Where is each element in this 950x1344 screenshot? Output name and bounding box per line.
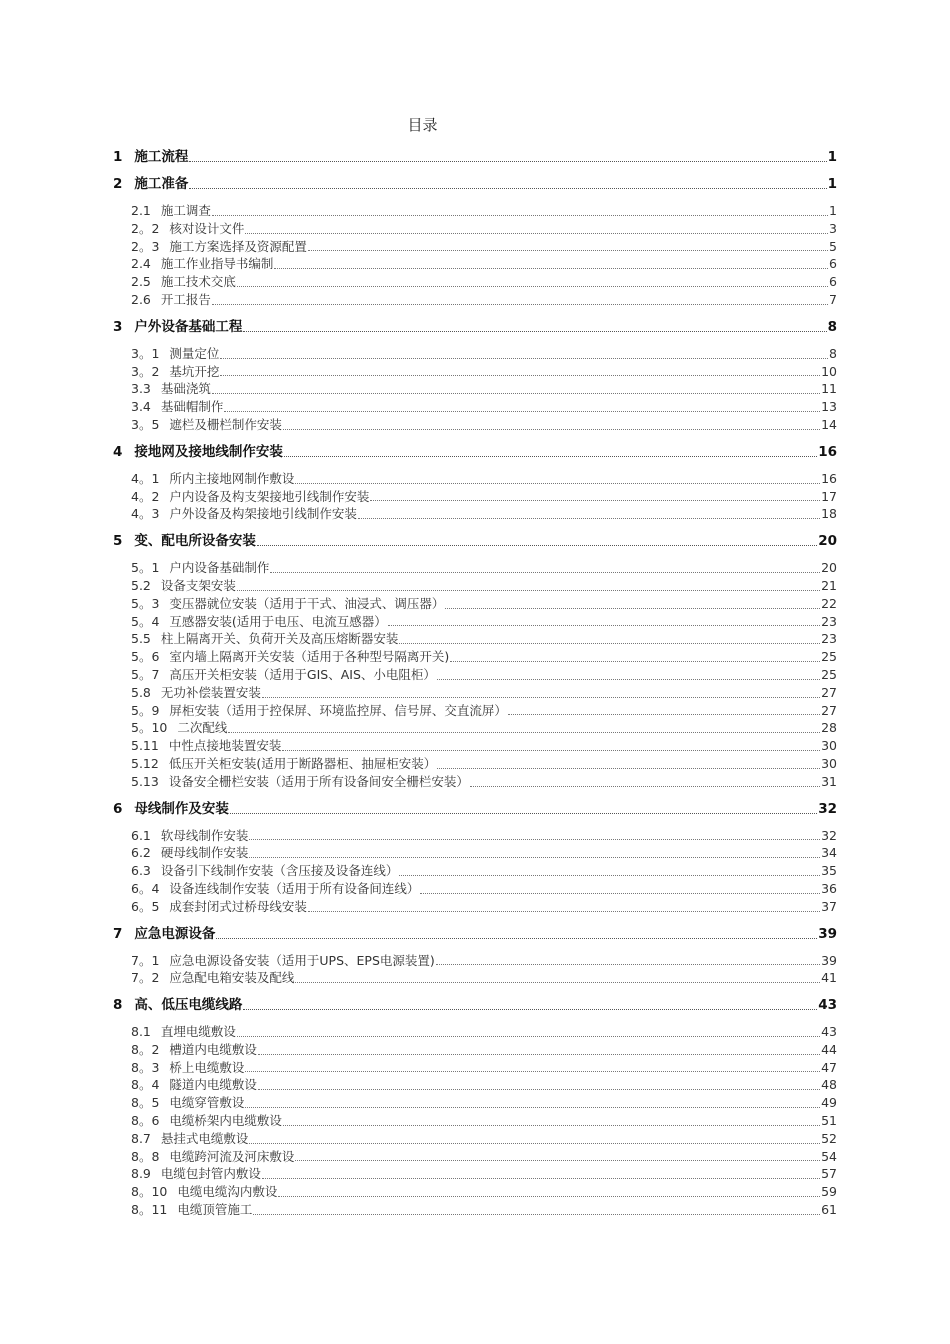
toc-entry-label: 槽道内电缆敷设 [169, 1041, 257, 1057]
toc-section-entry[interactable] [113, 1076, 837, 1094]
toc-entry-page: 36 [821, 880, 837, 896]
toc-leader-dots [220, 358, 828, 359]
toc-entry-page: 20 [818, 533, 837, 550]
toc-entry-label: 悬挂式电缆敷设 [160, 1130, 249, 1146]
toc-entry-number: 5。4 [131, 613, 160, 629]
toc-section-entry[interactable] [113, 559, 837, 577]
toc-entry-number: 8 [113, 997, 123, 1014]
toc-entry-label: 开工报告 [160, 291, 211, 307]
toc-section-entry[interactable] [113, 719, 837, 737]
toc-section-entry[interactable] [113, 220, 837, 238]
toc-chapter-entry[interactable] [113, 318, 837, 336]
toc-section-entry[interactable] [113, 755, 837, 773]
toc-entry-number: 5。9 [131, 702, 160, 718]
toc-entry-number: 2.4 [131, 256, 151, 272]
toc-chapter-entry[interactable] [113, 532, 837, 550]
toc-section-entry[interactable] [113, 577, 837, 595]
toc-entry-page: 30 [821, 755, 837, 771]
toc-section-entry[interactable] [113, 773, 837, 791]
toc-section-entry[interactable] [113, 1201, 837, 1219]
toc-entry-number: 8。2 [131, 1041, 160, 1057]
toc-entry-page: 6 [829, 256, 837, 272]
toc-leader-dots [358, 518, 820, 519]
toc-leader-dots [237, 590, 820, 591]
toc-entry-number: 5。6 [131, 649, 160, 665]
toc-entry-label: 设备支架安装 [160, 577, 236, 593]
toc-section-entry[interactable] [113, 1041, 837, 1059]
toc-entry-number: 8.9 [131, 1166, 151, 1182]
toc-leader-dots [220, 375, 820, 376]
toc-entry-page: 8 [829, 345, 837, 361]
toc-leader-dots [262, 697, 820, 698]
toc-section-entry[interactable] [113, 273, 837, 291]
toc-entry-label: 基坑开挖 [169, 363, 220, 379]
toc-entry-label: 设备引下线制作安装（含压接及设备连线） [160, 863, 399, 879]
toc-leader-dots [237, 286, 828, 287]
toc-entry-label: 所内主接地网制作敷设 [169, 470, 295, 486]
toc-entry-label: 桥上电缆敷设 [169, 1059, 245, 1075]
toc-entry-label: 基础帽制作 [160, 399, 224, 415]
toc-entry-label: 施工技术交底 [160, 274, 236, 290]
toc-entry-page: 32 [818, 800, 837, 817]
toc-entry-page: 43 [821, 1024, 837, 1040]
toc-leader-dots [212, 215, 828, 216]
toc-entry-page: 61 [821, 1202, 837, 1218]
toc-entry-number: 8。4 [131, 1077, 160, 1093]
toc-entry-label: 电缆电缆沟内敷设 [177, 1184, 278, 1200]
toc-section-entry[interactable] [113, 1023, 837, 1041]
toc-entry-number: 2.5 [131, 274, 151, 290]
toc-entry-label: 户内设备基础制作 [169, 560, 270, 576]
toc-entry-number: 5。3 [131, 595, 160, 611]
toc-section-entry[interactable] [113, 952, 837, 970]
toc-chapter-entry[interactable] [113, 996, 837, 1014]
toc-section-entry[interactable] [113, 844, 837, 862]
toc-entry-number: 8。10 [131, 1184, 168, 1200]
toc-entry-number: 5.2 [131, 577, 151, 593]
toc-entry-label: 应急电源设备 [134, 925, 216, 942]
toc-section-entry[interactable] [113, 702, 837, 720]
toc-entry-number: 3。5 [131, 416, 160, 432]
toc-entry-page: 43 [818, 997, 837, 1014]
table-of-contents [113, 139, 837, 1219]
toc-entry-page: 27 [821, 684, 837, 700]
toc-entry-number: 4。3 [131, 506, 160, 522]
toc-leader-dots [212, 304, 828, 305]
toc-leader-dots [249, 1143, 820, 1144]
toc-entry-page: 20 [821, 560, 837, 576]
toc-chapter-entry[interactable] [113, 175, 837, 193]
toc-chapter-entry[interactable] [113, 800, 837, 818]
toc-section-entry[interactable] [113, 827, 837, 845]
toc-entry-page: 37 [821, 898, 837, 914]
toc-leader-dots [295, 483, 820, 484]
toc-leader-dots [230, 813, 817, 814]
toc-leader-dots [437, 768, 820, 769]
toc-section-entry[interactable] [113, 684, 837, 702]
toc-entry-number: 6.1 [131, 827, 151, 843]
toc-entry-label: 变、配电所设备安装 [134, 533, 256, 550]
toc-entry-page: 25 [821, 649, 837, 665]
toc-section-entry[interactable] [113, 416, 837, 434]
toc-entry-number: 3.3 [131, 381, 151, 397]
toc-leader-dots [274, 268, 828, 269]
toc-entry-page: 13 [821, 399, 837, 415]
toc-section-entry[interactable] [113, 1183, 837, 1201]
toc-entry-label: 电缆跨河流及河床敷设 [169, 1148, 295, 1164]
toc-entry-page: 18 [821, 506, 837, 522]
toc-entry-label: 户外设备基础工程 [134, 318, 243, 335]
toc-entry-number: 4。2 [131, 488, 160, 504]
toc-entry-number: 3 [113, 318, 123, 335]
toc-entry-page: 51 [821, 1113, 837, 1129]
toc-leader-dots [245, 1071, 820, 1072]
toc-entry-page: 59 [821, 1184, 837, 1200]
toc-entry-label: 隧道内电缆敷设 [169, 1077, 257, 1093]
toc-entry-number: 2.6 [131, 291, 151, 307]
toc-section-entry[interactable] [113, 880, 837, 898]
toc-entry-label: 施工准备 [134, 176, 189, 192]
toc-leader-dots [189, 188, 826, 189]
toc-chapter-entry[interactable] [113, 443, 837, 461]
toc-entry-page: 14 [821, 416, 837, 432]
toc-leader-dots [295, 1160, 820, 1161]
toc-section-entry[interactable] [113, 505, 837, 523]
toc-leader-dots [243, 1009, 817, 1010]
toc-leader-dots [445, 608, 820, 609]
toc-entry-page: 10 [821, 363, 837, 379]
toc-entry-label: 基础浇筑 [160, 381, 211, 397]
toc-section-entry[interactable] [113, 470, 837, 488]
toc-entry-number: 5.5 [131, 631, 151, 647]
toc-entry-label: 直埋电缆敷设 [160, 1024, 236, 1040]
toc-entry-page: 25 [821, 666, 837, 682]
toc-section-entry[interactable] [113, 363, 837, 381]
toc-entry-number: 4 [113, 443, 123, 460]
toc-section-entry[interactable] [113, 862, 837, 880]
toc-entry-number: 6。5 [131, 898, 160, 914]
toc-entry-page: 34 [821, 845, 837, 861]
toc-leader-dots [224, 411, 820, 412]
toc-section-entry[interactable] [113, 255, 837, 273]
toc-entry-number: 2。2 [131, 220, 160, 236]
toc-entry-label: 电缆顶管施工 [177, 1202, 253, 1218]
toc-leader-dots [278, 1196, 820, 1197]
toc-entry-number: 5 [113, 533, 123, 550]
toc-entry-number: 2 [113, 176, 123, 192]
toc-leader-dots [370, 500, 820, 501]
toc-entry-label: 电缆桥架内电缆敷设 [169, 1113, 282, 1129]
toc-entry-number: 8.1 [131, 1024, 151, 1040]
toc-entry-number: 3。1 [131, 345, 160, 361]
toc-entry-page: 16 [821, 470, 837, 486]
toc-leader-dots [282, 750, 820, 751]
toc-entry-number: 7。2 [131, 970, 160, 986]
toc-leader-dots [249, 857, 820, 858]
toc-entry-page: 47 [821, 1059, 837, 1075]
toc-entry-number: 5。10 [131, 720, 168, 736]
toc-entry-label: 设备安全栅栏安装（适用于所有设备间安全栅栏安装） [168, 773, 469, 789]
toc-entry-number: 2。3 [131, 238, 160, 254]
toc-entry-label: 变压器就位安装（适用于干式、油浸式、调压器） [169, 595, 445, 611]
toc-entry-label: 软母线制作安装 [160, 827, 249, 843]
toc-entry-number: 8。3 [131, 1059, 160, 1075]
toc-entry-label: 施工方案选择及资源配置 [169, 238, 307, 254]
toc-section-entry[interactable] [113, 1130, 837, 1148]
toc-entry-number: 1 [113, 149, 123, 165]
toc-chapter-entry[interactable] [113, 925, 837, 943]
toc-leader-dots [262, 1178, 820, 1179]
toc-leader-dots [388, 625, 820, 626]
toc-entry-label: 电缆穿管敷设 [169, 1095, 245, 1111]
toc-entry-number: 7。1 [131, 952, 160, 968]
toc-entry-number: 5.11 [131, 738, 159, 754]
toc-leader-dots [437, 679, 820, 680]
toc-entry-page: 32 [821, 827, 837, 843]
toc-entry-number: 5.12 [131, 755, 159, 771]
toc-leader-dots [284, 456, 817, 457]
toc-leader-dots [245, 1107, 820, 1108]
toc-section-entry[interactable] [113, 238, 837, 256]
toc-leader-dots [508, 714, 820, 715]
toc-entry-label: 测量定位 [169, 345, 220, 361]
toc-section-entry[interactable] [113, 345, 837, 363]
toc-section-entry[interactable] [113, 648, 837, 666]
toc-section-entry[interactable] [113, 613, 837, 631]
toc-entry-number: 8。5 [131, 1095, 160, 1111]
toc-entry-label: 柱上隔离开关、负荷开关及高压熔断器安装 [160, 631, 399, 647]
toc-leader-dots [237, 1036, 820, 1037]
toc-entry-label: 低压开关柜安装(适用于断路器柜、抽屉柜安装） [168, 755, 437, 771]
toc-entry-label: 高、低压电缆线路 [134, 997, 243, 1014]
toc-entry-page: 17 [821, 488, 837, 504]
toc-entry-page: 3 [829, 220, 837, 236]
toc-leader-dots [270, 572, 820, 573]
toc-entry-label: 无功补偿装置安装 [160, 684, 261, 700]
toc-entry-page: 23 [821, 631, 837, 647]
toc-section-entry[interactable] [113, 380, 837, 398]
toc-leader-dots [399, 643, 820, 644]
toc-entry-number: 8。11 [131, 1202, 168, 1218]
toc-entry-page: 48 [821, 1077, 837, 1093]
toc-section-entry[interactable] [113, 1148, 837, 1166]
toc-title: 目录 [407, 116, 438, 134]
toc-entry-page: 1 [827, 149, 837, 165]
toc-leader-dots [189, 161, 826, 162]
toc-entry-number: 6.2 [131, 845, 151, 861]
toc-entry-label: 互感器安装(适用于电压、电流互感器） [169, 613, 387, 629]
toc-leader-dots [283, 1125, 820, 1126]
toc-leader-dots [216, 938, 817, 939]
toc-entry-label: 中性点接地装置安装 [168, 738, 282, 754]
toc-entry-number: 6.3 [131, 863, 151, 879]
toc-entry-label: 母线制作及安装 [134, 800, 229, 817]
toc-entry-page: 54 [821, 1148, 837, 1164]
toc-section-entry[interactable] [113, 1094, 837, 1112]
toc-leader-dots [212, 393, 820, 394]
toc-entry-label: 遮栏及栅栏制作安装 [169, 416, 282, 432]
toc-entry-number: 5。7 [131, 666, 160, 682]
toc-entry-label: 接地网及接地线制作安装 [134, 443, 283, 460]
toc-entry-page: 35 [821, 863, 837, 879]
toc-entry-number: 3。2 [131, 363, 160, 379]
toc-entry-number: 6。4 [131, 880, 160, 896]
toc-leader-dots [245, 233, 828, 234]
toc-leader-dots [295, 982, 820, 983]
toc-leader-dots [450, 661, 820, 662]
toc-entry-page: 7 [829, 291, 837, 307]
toc-entry-label: 户内设备及构支架接地引线制作安装 [169, 488, 370, 504]
toc-entry-page: 31 [821, 773, 837, 789]
toc-section-entry[interactable] [113, 595, 837, 613]
toc-leader-dots [399, 875, 820, 876]
toc-entry-label: 成套封闭式过桥母线安装 [169, 898, 307, 914]
toc-entry-page: 57 [821, 1166, 837, 1182]
toc-entry-label: 施工作业指导书编制 [160, 256, 274, 272]
toc-leader-dots [308, 911, 820, 912]
toc-entry-page: 23 [821, 613, 837, 629]
toc-leader-dots [249, 839, 820, 840]
toc-entry-number: 8。8 [131, 1148, 160, 1164]
toc-section-entry[interactable] [113, 737, 837, 755]
toc-entry-label: 施工调查 [160, 203, 211, 218]
toc-leader-dots [253, 1214, 820, 1215]
toc-entry-number: 8。6 [131, 1113, 160, 1129]
toc-entry-page: 30 [821, 738, 837, 754]
toc-section-entry[interactable] [113, 1059, 837, 1077]
toc-entry-page: 39 [818, 925, 837, 942]
toc-leader-dots [470, 786, 820, 787]
toc-entry-page: 52 [821, 1130, 837, 1146]
toc-entry-label: 户外设备及构架接地引线制作安装 [169, 506, 357, 522]
toc-section-entry[interactable] [113, 630, 837, 648]
toc-entry-label: 高压开关柜安装（适用于GIS、AIS、小电阻柜） [169, 666, 436, 682]
toc-entry-page: 28 [821, 720, 837, 736]
toc-section-entry[interactable] [113, 1112, 837, 1130]
toc-section-entry[interactable] [113, 202, 837, 220]
toc-leader-dots [283, 429, 820, 430]
toc-leader-dots [436, 964, 820, 965]
toc-leader-dots [308, 250, 828, 251]
toc-leader-dots [258, 1054, 820, 1055]
toc-entry-number: 8.7 [131, 1130, 151, 1146]
toc-entry-label: 二次配线 [177, 720, 228, 736]
toc-section-entry[interactable] [113, 1165, 837, 1183]
toc-leader-dots [258, 1089, 820, 1090]
toc-entry-page: 22 [821, 595, 837, 611]
toc-section-entry[interactable] [113, 291, 837, 309]
toc-entry-label: 应急配电箱安装及配线 [169, 970, 295, 986]
toc-section-entry[interactable] [113, 398, 837, 416]
toc-entry-label: 施工流程 [134, 149, 189, 165]
toc-entry-page: 39 [821, 952, 837, 968]
toc-entry-label: 硬母线制作安装 [160, 845, 249, 861]
toc-entry-label: 设备连线制作安装（适用于所有设备间连线） [169, 880, 420, 896]
toc-entry-page: 27 [821, 702, 837, 718]
toc-entry-page: 16 [818, 443, 837, 460]
toc-section-entry[interactable] [113, 898, 837, 916]
toc-entry-page: 11 [821, 381, 837, 397]
toc-entry-label: 屏柜安装（适用于控保屏、环境监控屏、信号屏、交直流屏） [169, 702, 507, 718]
toc-leader-dots [420, 893, 820, 894]
toc-entry-number: 3.4 [131, 399, 151, 415]
toc-entry-label: 核对设计文件 [169, 220, 245, 236]
toc-entry-number: 2.1 [131, 203, 151, 218]
toc-entry-page: 21 [821, 577, 837, 593]
toc-entry-page: 1 [827, 176, 837, 192]
toc-leader-dots [243, 331, 826, 332]
toc-entry-number: 5.13 [131, 773, 159, 789]
toc-entry-page: 49 [821, 1095, 837, 1111]
toc-entry-page: 1 [829, 203, 837, 218]
toc-leader-dots [228, 732, 820, 733]
toc-chapter-entry[interactable] [113, 148, 837, 166]
toc-section-entry[interactable] [113, 969, 837, 987]
toc-entry-label: 电缆包封管内敷设 [160, 1166, 261, 1182]
toc-leader-dots [257, 545, 817, 546]
toc-entry-page: 41 [821, 970, 837, 986]
toc-entry-label: 应急电源设备安装（适用于UPS、EPS电源装置) [169, 952, 435, 968]
toc-entry-page: 5 [829, 238, 837, 254]
toc-entry-number: 7 [113, 925, 123, 942]
toc-entry-number: 4。1 [131, 470, 160, 486]
toc-entry-page: 6 [829, 274, 837, 290]
toc-entry-number: 5。1 [131, 560, 160, 576]
toc-entry-label: 室内墙上隔离开关安装（适用于各种型号隔离开关) [169, 649, 450, 665]
toc-section-entry[interactable] [113, 488, 837, 506]
toc-entry-number: 6 [113, 800, 123, 817]
toc-entry-number: 5.8 [131, 684, 151, 700]
toc-section-entry[interactable] [113, 666, 837, 684]
toc-entry-page: 44 [821, 1041, 837, 1057]
toc-entry-page: 8 [827, 318, 837, 335]
